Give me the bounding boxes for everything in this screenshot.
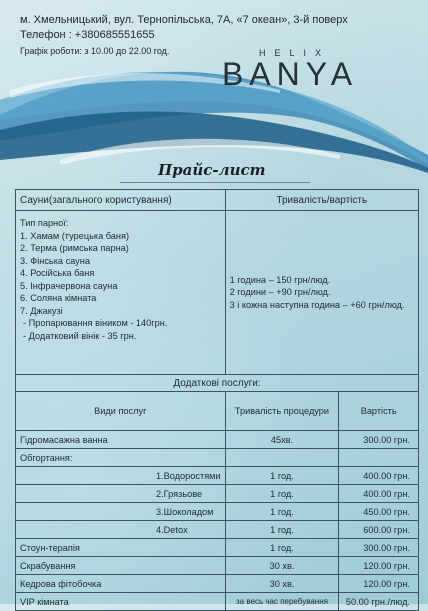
service-name: Гідромасажна ванна: [16, 431, 226, 449]
sauna-type-item: 7. Джакузі: [20, 305, 63, 316]
table-row: [16, 449, 419, 467]
service-duration: 30 хв.: [225, 557, 339, 575]
service-name: VIP кімната: [16, 593, 226, 611]
service-name: 4.Detox: [16, 521, 226, 539]
prices-list: [230, 274, 414, 312]
service-name: Кедрова фітобочка: [16, 575, 226, 593]
sauna-type-item: - Додатковий вінік - 35 грн.: [23, 330, 137, 341]
service-duration: 1 год.: [225, 539, 339, 557]
sauna-type-item: - Пропарювання віником - 140грн.: [23, 318, 168, 328]
service-name: 3.Шоколадом: [16, 503, 226, 521]
types-list: [20, 230, 221, 343]
logo-banya: BANYA: [221, 56, 359, 92]
extra-services-title: Додаткові послуги:: [16, 375, 419, 392]
sauna-type-item: 3. Фінська сауна: [20, 255, 90, 266]
table-row: [16, 467, 419, 485]
service-name: 2.Грязьове: [16, 485, 226, 503]
service-price: 400.00 грн.: [339, 467, 419, 485]
service-duration: 45хв.: [225, 431, 339, 449]
service-name: Скрабування: [16, 557, 226, 575]
service-price: 300.00 грн.: [339, 539, 419, 557]
service-name: 1.Водоростями: [16, 467, 226, 485]
service-price: 120.00 грн.: [339, 575, 419, 593]
service-duration: [225, 449, 339, 467]
sauna-type-item: 2. Терма (римська парна): [20, 243, 129, 253]
table-row: [16, 593, 419, 611]
table-row: [16, 557, 419, 575]
service-name: Обгортання:: [16, 449, 226, 467]
logo-helix: HELIX: [258, 48, 330, 58]
service-price: 50.00 грн./люд.: [339, 593, 419, 611]
service-price: [339, 449, 419, 467]
sauna-price-item: 3 і кожна наступна година – +60 грн/люд.: [229, 299, 405, 310]
service-name: Стоун-терапія: [16, 539, 226, 557]
types-title: Тип парної:: [20, 218, 69, 228]
service-duration: 1 год.: [225, 503, 339, 521]
address-text: м. Хмельницький, вул. Тернопільська, 7А, «7 океан», 3-й поверх: [20, 14, 348, 26]
service-price: 600.00 грн.: [339, 521, 419, 539]
table-row: [16, 539, 419, 557]
table-row: [16, 431, 419, 449]
service-duration: 1 год.: [225, 521, 339, 539]
sauna-type-item: 6. Соляна кімната: [20, 293, 97, 303]
price-table: [15, 189, 419, 611]
sauna-type-item: 5. Інфрачервона сауна: [20, 280, 118, 291]
page-title: Прайс-лист: [158, 161, 266, 179]
service-duration: 1 год.: [225, 467, 339, 485]
sauna-price-item: 1 година – 150 грн/люд.: [229, 274, 331, 285]
service-duration: 30 хв.: [225, 575, 339, 593]
service-duration: за весь час перебування: [225, 593, 339, 611]
logo: [210, 48, 370, 93]
table-row: [16, 575, 419, 593]
table-row: [16, 503, 419, 521]
schedule-text: Графік роботи: з 10.00 до 22.00 год.: [20, 46, 170, 56]
service-duration: 1 год.: [225, 485, 339, 503]
extra-rows: [16, 431, 419, 611]
service-price: 400.00 грн.: [339, 485, 419, 503]
saunas-header: Сауни(загального користування): [16, 190, 226, 211]
sauna-type-item: 1. Хамам (турецька баня): [20, 230, 130, 241]
sauna-prices-cell: [225, 211, 418, 375]
table-row: [16, 521, 419, 539]
sauna-type-item: 4. Російська баня: [20, 268, 95, 278]
service-price: 450.00 грн.: [339, 503, 419, 521]
col-service: Види послуг: [16, 392, 226, 431]
table-row: [16, 485, 419, 503]
duration-price-header: Тривалість/вартість: [225, 190, 418, 211]
col-price: Вартість: [339, 392, 419, 431]
col-duration: Тривалість процедури: [225, 392, 339, 431]
service-price: 120.00 грн.: [339, 557, 419, 575]
title-underline: [120, 182, 310, 183]
sauna-types-cell: [16, 211, 226, 375]
phone-text: Телефон : +380685551655: [20, 29, 155, 41]
sauna-price-item: 2 години – +90 грн/люд.: [229, 287, 331, 298]
service-price: 300.00 грн.: [339, 431, 419, 449]
